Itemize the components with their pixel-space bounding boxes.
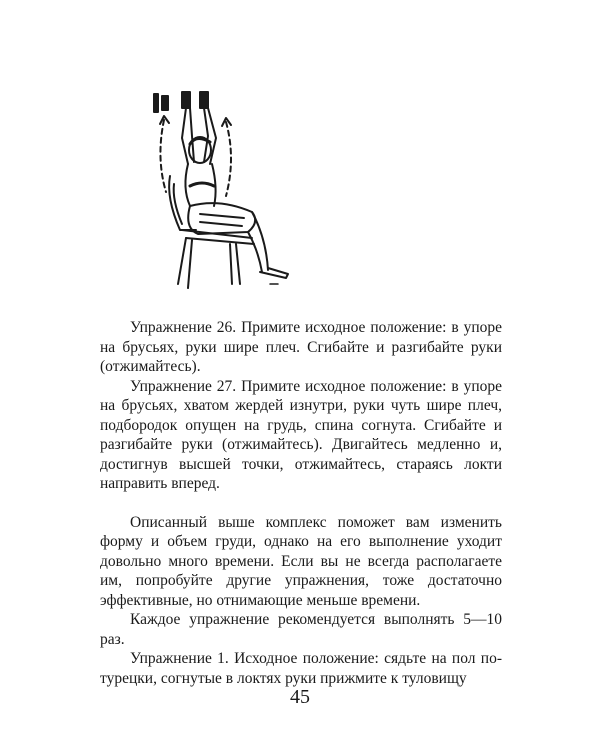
exercise-26-paragraph: Упражнение 26. Примите исходное положение: в упоре на брусьях, руки шире плеч. Сгибайте и разгибайте руки (отжимайтесь). [100,319,502,375]
paragraph-gap [100,494,502,513]
body-paragraph-1: Описанный выше комплекс поможет вам изменить форму и объем груди, однако на его выполнение уходит довольно много времени. Если вы не всегда располагаете им, попробуйте другие упражнения, тоже достаточно эффективные, но отнимающие меньше времени. [100,513,502,609]
exercise-27-paragraph: Упражнение 27. Примите исходное положение: в упоре на брусьях, хватом жердей изнутри, руки чуть шире плеч, подбородок опущен на грудь, спина согнута. Сгибайте и разгибайте руки (отжимайтесь). Двигайтесь медленно и, достигнув высшей точки, отжимайтесь, стараясь локти направить вперед. [100,377,502,492]
body-paragraph-2: Каждое упражнение рекомендуется выполнять 5—10 раз. [100,611,502,648]
page-text [100,318,502,688]
exercise-illustration [120,88,340,298]
body-paragraph-3: Упражнение 1. Исходное положение: сядьте на пол по-турецки, согнутые в локтях руки прижмите к туловищу [100,650,502,687]
page-number: 45 [290,686,310,708]
